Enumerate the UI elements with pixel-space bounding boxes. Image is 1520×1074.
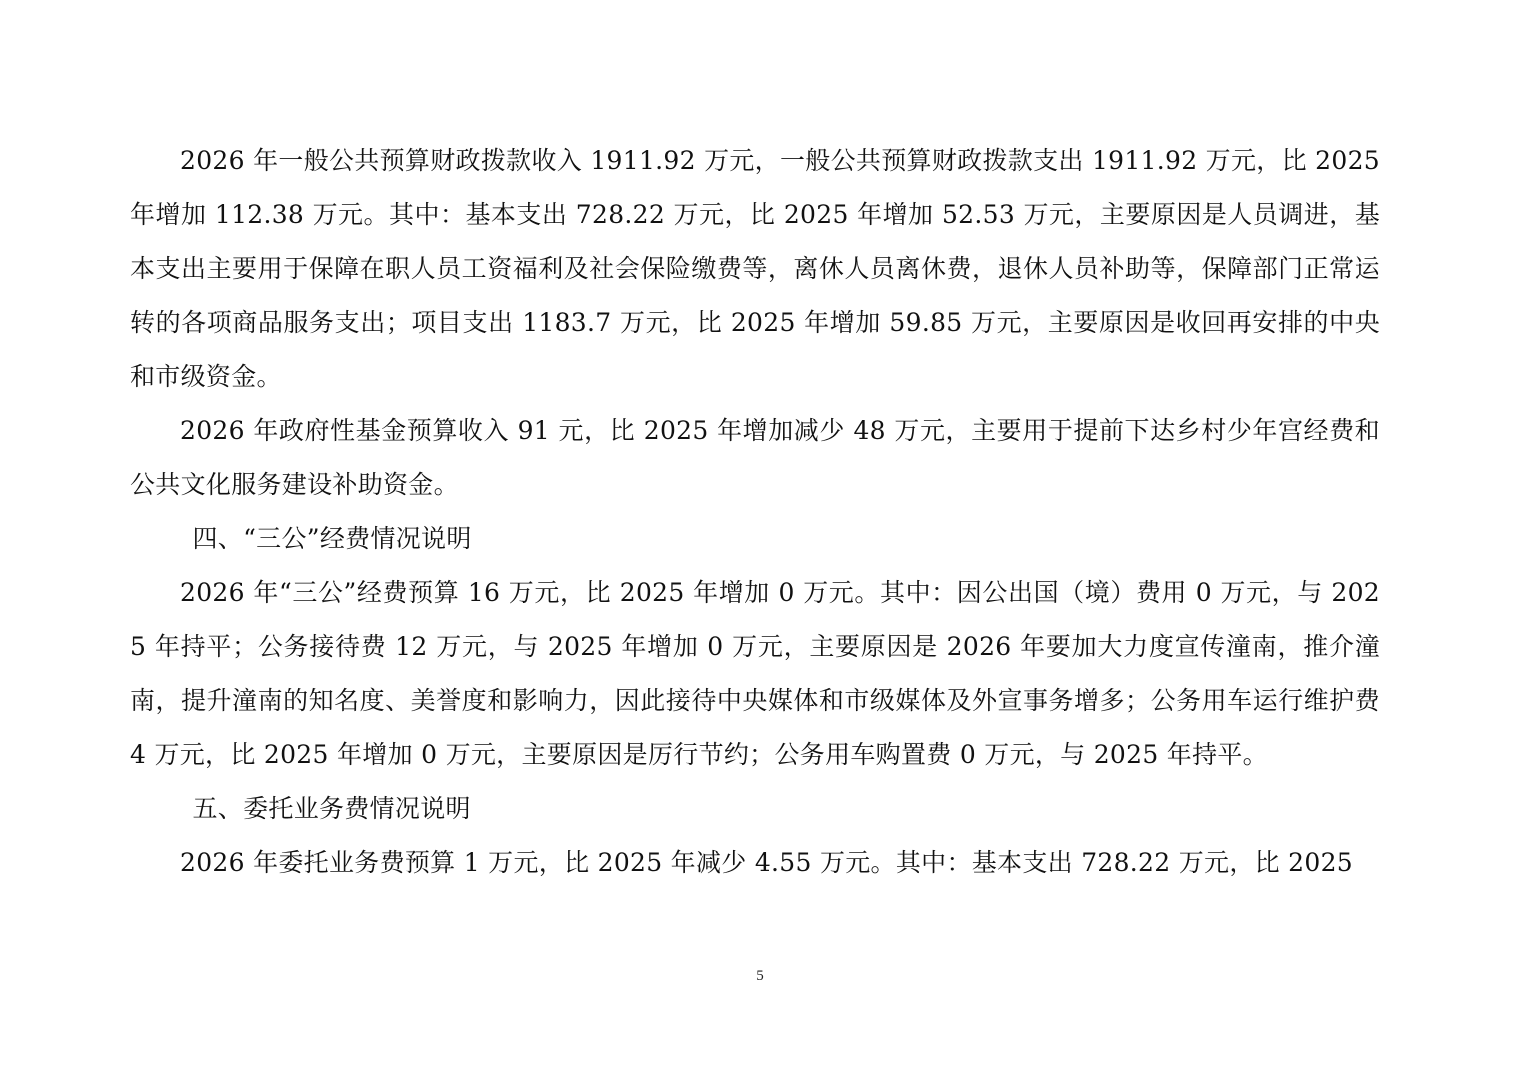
section-heading-commissioned-business: 五、委托业务费情况说明: [192, 794, 471, 823]
document-body: [130, 134, 1380, 890]
paragraph-general-budget: 2026 年一般公共预算财政拨款收入 1911.92 万元，一般公共预算财政拨款支出 1911.92 万元，比 2025 年增加 112.38 万元。其中：基本支出 728.22 万元，比 2025 年增加 52.53 万元，主要原因是人员调进，基本支出主要用于保障在职人员工资福利及社会保险缴费等，离休人员离休费，退休人员补助等，保障部门正常运转的各项商品服务支出；项目支出 1183.7 万元，比 2025 年增加 59.85 万元，主要原因是收回再安排的中央和市级资金。: [130, 146, 1380, 391]
page-number: 5: [756, 968, 764, 984]
paragraph-three-public-expenses: 2026 年“三公”经费预算 16 万元，比 2025 年增加 0 万元。其中：因公出国（境）费用 0 万元，与 2025 年持平；公务接待费 12 万元，与 2025 年增加 0 万元，主要原因是 2026 年要加大力度宣传潼南，推介潼南，提升潼南的知名度、美誉度和影响力，因此接待中央媒体和市级媒体及外宣事务增多；公务用车运行维护费 4 万元，比 2025 年增加 0 万元，主要原因是厉行节约；公务用车购置费 0 万元，与 2025 年持平。: [130, 578, 1380, 769]
section-heading-three-public-expenses: 四、“三公”经费情况说明: [192, 524, 472, 553]
paragraph-government-fund: 2026 年政府性基金预算收入 91 元，比 2025 年增加减少 48 万元，主要用于提前下达乡村少年宫经费和公共文化服务建设补助资金。: [130, 416, 1380, 499]
paragraph-commissioned-business: 2026 年委托业务费预算 1 万元，比 2025 年减少 4.55 万元。其中：基本支出 728.22 万元，比 2025: [180, 848, 1353, 877]
